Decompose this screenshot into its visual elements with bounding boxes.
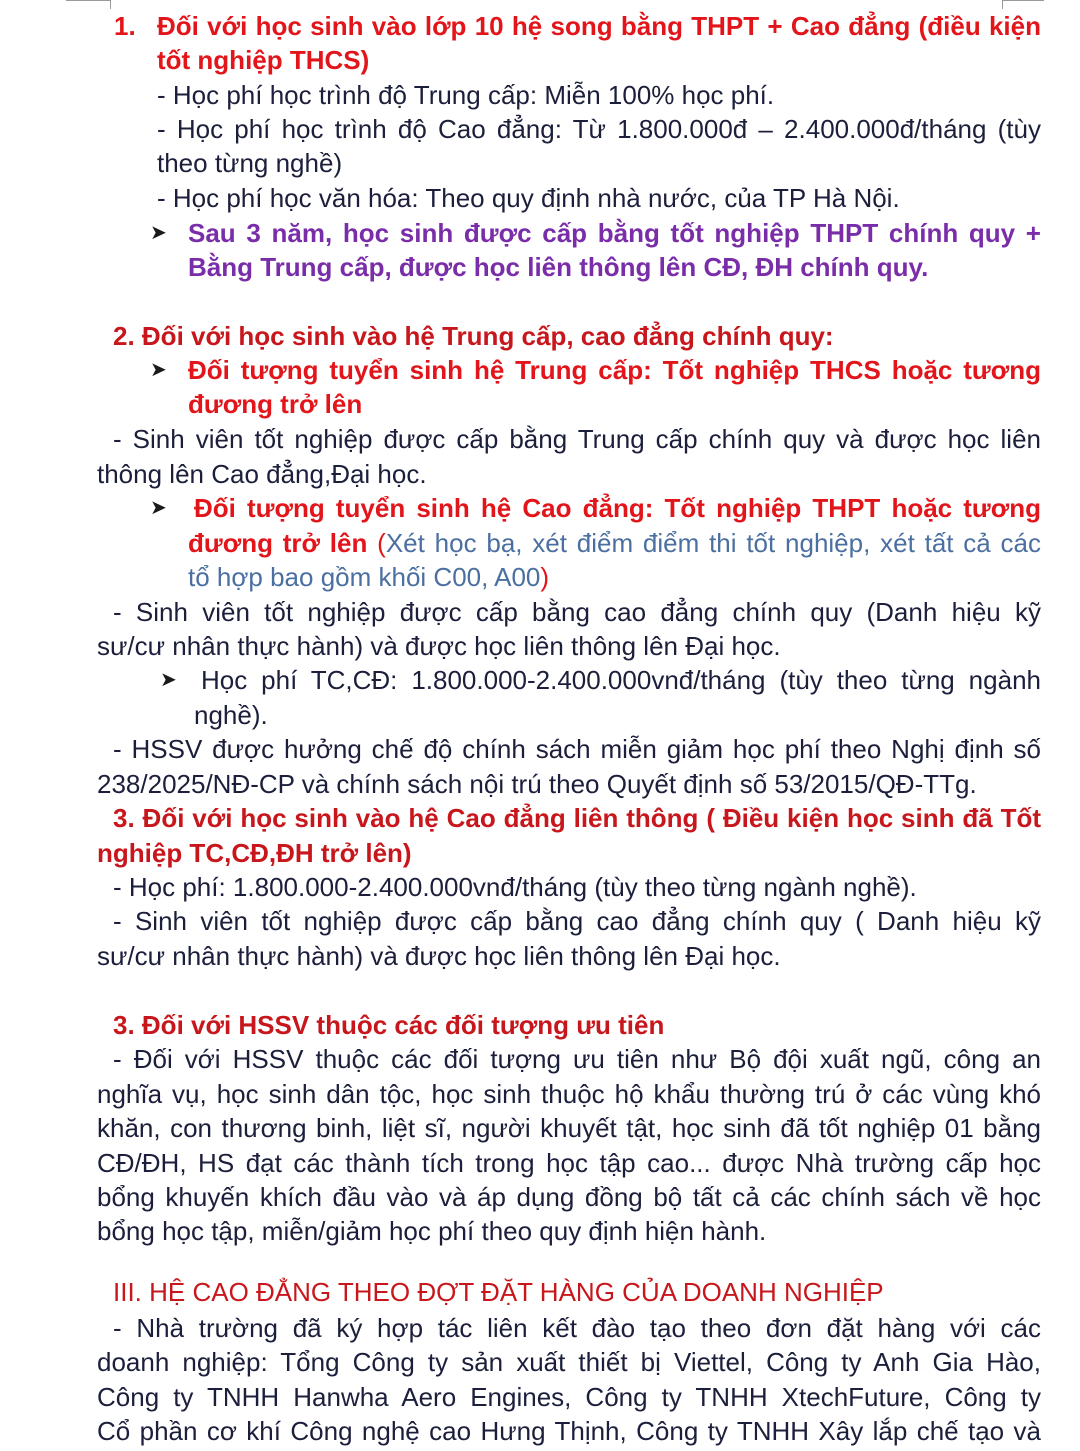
section1-title-cont: tốt nghiệp THCS) bbox=[157, 45, 370, 75]
section5-line-1: - Nhà trường đã ký hợp tác liên kết đào tạo theo đơn đặt hàng với các bbox=[113, 1313, 1041, 1343]
section5-title: III. HỆ CAO ĐẲNG THEO ĐỢT ĐẶT HÀNG CỦA DOANH NGHIỆP bbox=[113, 1277, 884, 1307]
crop-mark-right-vertical bbox=[1002, 0, 1003, 9]
section1-title: Đối với học sinh vào lớp 10 hệ song bằng THPT + Cao đẳng (điều kiện bbox=[157, 11, 1041, 41]
section2-tc-target: Đối tượng tuyển sinh hệ Trung cấp: Tốt nghiệp THCS hoặc tương bbox=[188, 355, 1041, 385]
section5-line-4: Cổ phần cơ khí Công nghệ cao Hưng Thịnh, Công ty TNHH Xây lắp chế tạo và bbox=[97, 1416, 1041, 1446]
section5-line-2: doanh nghiệp: Tổng Công ty sản xuất thiết bị Viettel, Công ty Anh Gia Hào, bbox=[97, 1347, 1041, 1377]
section2-tc-desc: - Sinh viên tốt nghiệp được cấp bằng Trung cấp chính quy và được học liên bbox=[113, 424, 1041, 454]
section2-cd-desc: - Sinh viên tốt nghiệp được cấp bằng cao đẳng chính quy (Danh hiệu kỹ bbox=[113, 597, 1041, 627]
section2-tc-target-cont: đương trở lên bbox=[188, 389, 363, 419]
section3-desc: - Sinh viên tốt nghiệp được cấp bằng cao đẳng chính quy ( Danh hiệu kỹ bbox=[113, 906, 1041, 936]
section2-cd-criteria-cont bbox=[188, 560, 549, 594]
open-paren: ( bbox=[377, 528, 386, 558]
section4-title: 3. Đối với HSSV thuộc các đối tượng ưu tiên bbox=[113, 1010, 665, 1040]
section2-policy: - HSSV được hưởng chế độ chính sách miễn giảm học phí theo Nghị định số bbox=[113, 734, 1041, 764]
section2-cd-desc-cont: sư/cư nhân thực hành) và được học liên thông lên Đại học. bbox=[97, 631, 781, 661]
arrow-bullet-icon: ➤ bbox=[150, 222, 167, 244]
section2-cd-target-cont bbox=[188, 526, 1041, 560]
section4-line-6: bổng học tập, miễn/giảm học phí theo quy định hiện hành. bbox=[97, 1216, 767, 1246]
section1-note-cont: Bằng Trung cấp, được học liên thông lên CĐ, ĐH chính quy. bbox=[188, 252, 929, 282]
section3-desc-cont: sư/cư nhân thực hành) và được học liên thông lên Đại học. bbox=[97, 941, 781, 971]
section5-line-3: Công ty TNHH Hanwha Aero Engines, Công ty TNHH XtechFuture, Công ty bbox=[97, 1382, 1041, 1412]
crop-mark-left bbox=[66, 0, 110, 10]
arrow-bullet-icon: ➤ bbox=[150, 497, 167, 519]
section2-cd-target: Đối tượng tuyển sinh hệ Cao đẳng: Tốt nghiệp THPT hoặc tương bbox=[194, 493, 1041, 523]
crop-mark-left-vertical bbox=[110, 0, 111, 9]
section3-fee: - Học phí: 1.800.000-2.400.000vnđ/tháng (tùy theo từng ngành nghề). bbox=[113, 872, 917, 902]
section4-line-1: - Đối với HSSV thuộc các đối tượng ưu tiên như Bộ đội xuất ngũ, công an bbox=[113, 1044, 1041, 1074]
arrow-bullet-icon: ➤ bbox=[160, 669, 177, 691]
section1-fee-tc: - Học phí học trình độ Trung cấp: Miễn 100% học phí. bbox=[157, 80, 775, 110]
section4-line-3: khăn, con thương binh, liệt sĩ, người khuyết tật, học sinh đã tốt nghiệp 01 bằng bbox=[97, 1113, 1041, 1143]
section1-fee-culture: - Học phí học văn hóa: Theo quy định nhà nước, của TP Hà Nội. bbox=[157, 183, 900, 213]
section4-line-2: nghĩa vụ, học sinh dân tộc, học sinh thuộc hộ khẩu thường trú ở các vùng khó bbox=[97, 1079, 1041, 1109]
section2-fee-cont: nghề). bbox=[194, 700, 268, 730]
section3-title: 3. Đối với học sinh vào hệ Cao đẳng liên thông ( Điều kiện học sinh đã Tốt bbox=[113, 803, 1041, 833]
section4-line-5: bổng khuyến khích đầu vào và áp dụng đồng bộ tất cả các chính sách về học bbox=[97, 1182, 1041, 1212]
section2-title: 2. Đối với học sinh vào hệ Trung cấp, cao đẳng chính quy: bbox=[113, 321, 834, 351]
section1-fee-cd: - Học phí học trình độ Cao đẳng: Từ 1.800.000đ – 2.400.000đ/tháng (tùy bbox=[157, 114, 1041, 144]
section2-policy-cont: 238/2025/NĐ-CP và chính sách nội trú theo Quyết định số 53/2015/QĐ-TTg. bbox=[97, 769, 977, 799]
section3-title-cont: nghiệp TC,CĐ,ĐH trở lên) bbox=[97, 838, 412, 868]
section2-tc-desc-cont: thông lên Cao đẳng,Đại học. bbox=[97, 459, 427, 489]
cd-criteria-text: Xét học bạ, xét điểm điểm thi tốt nghiệp, xét tất cả các bbox=[385, 528, 1041, 558]
section4-line-4: CĐ/ĐH, HS đạt các thành tích trong học tập cao... được Nhà trường cấp học bbox=[97, 1148, 1041, 1178]
cd-level-text: đương trở lên bbox=[188, 528, 368, 558]
section2-fee: Học phí TC,CĐ: 1.800.000-2.400.000vnđ/tháng (tùy theo từng ngành bbox=[201, 665, 1041, 695]
arrow-bullet-icon: ➤ bbox=[150, 359, 167, 381]
section1-note: Sau 3 năm, học sinh được cấp bằng tốt nghiệp THPT chính quy + bbox=[188, 218, 1041, 248]
cd-criteria-cont-text: tổ hợp bao gồm khối C00, A00 bbox=[188, 562, 541, 592]
section1-number: 1. bbox=[114, 11, 136, 41]
close-paren: ) bbox=[540, 562, 550, 592]
section1-fee-cd-cont: theo từng nghề) bbox=[157, 148, 343, 178]
